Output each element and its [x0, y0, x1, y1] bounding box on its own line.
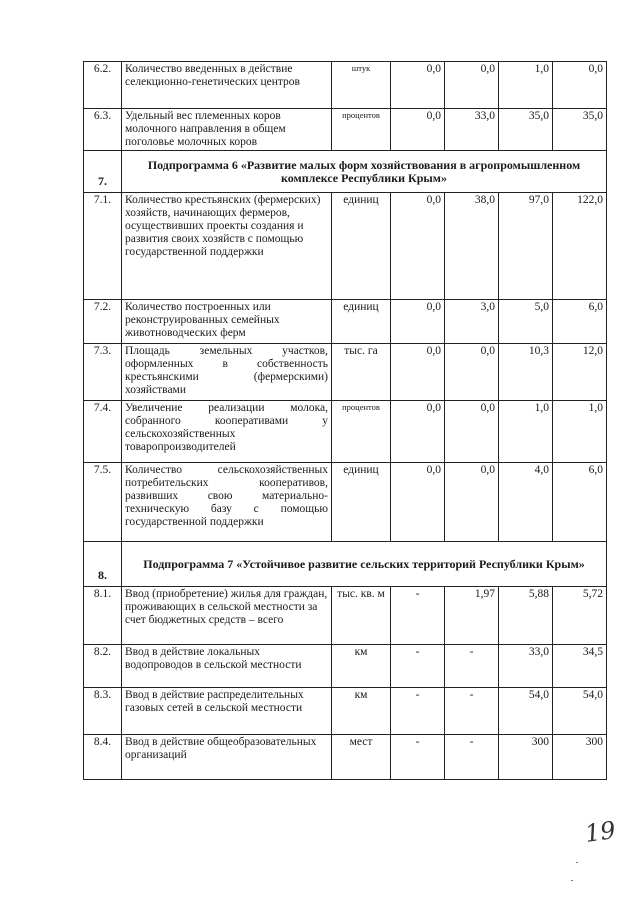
row-number: 8.3.: [84, 688, 122, 735]
value-1: -: [391, 587, 445, 645]
value-4: 6,0: [553, 300, 607, 344]
unit: единиц: [332, 193, 391, 300]
subprogram-title: Подпрограмма 6 «Развитие малых форм хозяйствования в агропромышленном комплексе Республики Крым»: [122, 151, 607, 193]
value-1: -: [391, 645, 445, 688]
value-3: 1,0: [499, 401, 553, 463]
table-row: [84, 688, 607, 735]
value-2: 3,0: [445, 300, 499, 344]
table-row: [84, 463, 607, 542]
value-1: 0,0: [391, 401, 445, 463]
row-number: 8.2.: [84, 645, 122, 688]
value-2: 33,0: [445, 109, 499, 151]
indicator-name: Площадь земельных участков, оформленных в собственность крестьянскими (фермерскими) хозяйствами: [122, 344, 332, 401]
indicator-name: Увеличение реализации молока, собранного кооперативами у сельскохозяйственных товаропроизводителей: [122, 401, 332, 463]
value-3: 35,0: [499, 109, 553, 151]
value-3: 1,0: [499, 62, 553, 109]
table-row: [84, 587, 607, 645]
row-number: 8.4.: [84, 735, 122, 780]
value-4: 35,0: [553, 109, 607, 151]
unit: тыс. га: [332, 344, 391, 401]
value-4: 12,0: [553, 344, 607, 401]
indicators-table: [83, 61, 607, 780]
value-1: 0,0: [391, 344, 445, 401]
value-1: 0,0: [391, 62, 445, 109]
indicator-name: Ввод в действие распределительных газовых сетей в сельской местности: [122, 688, 332, 735]
value-4: 122,0: [553, 193, 607, 300]
table-row: [84, 193, 607, 300]
value-2: 0,0: [445, 344, 499, 401]
value-4: 34,5: [553, 645, 607, 688]
scan-speck: [576, 862, 578, 863]
value-3: 4,0: [499, 463, 553, 542]
page-number: 19: [583, 816, 618, 848]
row-number: 7.1.: [84, 193, 122, 300]
value-4: 1,0: [553, 401, 607, 463]
value-3: 5,0: [499, 300, 553, 344]
value-1: 0,0: [391, 109, 445, 151]
value-2: 38,0: [445, 193, 499, 300]
row-number: 7.3.: [84, 344, 122, 401]
value-3: 54,0: [499, 688, 553, 735]
value-2: 1,97: [445, 587, 499, 645]
indicator-name: Количество крестьянских (фермерских) хозяйств, начинающих фермеров, осуществивших проекты создания и развития своих хозяйств с помощью государственной поддержки: [122, 193, 332, 300]
value-4: 6,0: [553, 463, 607, 542]
subprogram-header: [84, 542, 607, 587]
value-3: 10,3: [499, 344, 553, 401]
unit: км: [332, 688, 391, 735]
value-4: 0,0: [553, 62, 607, 109]
unit: единиц: [332, 300, 391, 344]
indicator-name: Ввод в действие локальных водопроводов в сельской местности: [122, 645, 332, 688]
value-2: 0,0: [445, 463, 499, 542]
unit: штук: [332, 62, 391, 109]
value-4: 5,72: [553, 587, 607, 645]
subprogram-header: [84, 151, 607, 193]
value-2: 0,0: [445, 401, 499, 463]
unit: мест: [332, 735, 391, 780]
table-row: [84, 300, 607, 344]
value-2: -: [445, 688, 499, 735]
table-row: [84, 62, 607, 109]
indicator-name: Количество построенных или реконструированных семейных животноводческих ферм: [122, 300, 332, 344]
subprogram-title: Подпрограмма 7 «Устойчивое развитие сельских территорий Республики Крым»: [122, 542, 607, 587]
value-3: 97,0: [499, 193, 553, 300]
row-number: 7.5.: [84, 463, 122, 542]
section-number: 7.: [84, 151, 122, 193]
row-number: 6.2.: [84, 62, 122, 109]
row-number: 7.2.: [84, 300, 122, 344]
value-2: -: [445, 735, 499, 780]
value-1: 0,0: [391, 463, 445, 542]
section-number: 8.: [84, 542, 122, 587]
unit: процентов: [332, 401, 391, 463]
value-1: -: [391, 735, 445, 780]
value-1: 0,0: [391, 300, 445, 344]
value-4: 300: [553, 735, 607, 780]
unit: тыс. кв. м: [332, 587, 391, 645]
row-number: 8.1.: [84, 587, 122, 645]
value-4: 54,0: [553, 688, 607, 735]
table-row: [84, 735, 607, 780]
indicator-name: Количество сельскохозяйственных потребительских кооперативов, развивших свою материально-техническую базу с помощью государственной поддержки: [122, 463, 332, 542]
table-row: [84, 645, 607, 688]
scan-speck: [571, 880, 573, 881]
value-3: 33,0: [499, 645, 553, 688]
table-row: [84, 401, 607, 463]
value-3: 5,88: [499, 587, 553, 645]
value-2: 0,0: [445, 62, 499, 109]
value-2: -: [445, 645, 499, 688]
value-1: 0,0: [391, 193, 445, 300]
unit: процентов: [332, 109, 391, 151]
value-1: -: [391, 688, 445, 735]
indicator-name: Удельный вес племенных коров молочного направления в общем поголовье молочных коров: [122, 109, 332, 151]
table-row: [84, 344, 607, 401]
unit: км: [332, 645, 391, 688]
row-number: 6.3.: [84, 109, 122, 151]
unit: единиц: [332, 463, 391, 542]
indicator-name: Количество введенных в действие селекционно-генетических центров: [122, 62, 332, 109]
value-3: 300: [499, 735, 553, 780]
row-number: 7.4.: [84, 401, 122, 463]
table-row: [84, 109, 607, 151]
indicator-name: Ввод в действие общеобразовательных организаций: [122, 735, 332, 780]
indicator-name: Ввод (приобретение) жилья для граждан, проживающих в сельской местности за счет бюджетных средств – всего: [122, 587, 332, 645]
